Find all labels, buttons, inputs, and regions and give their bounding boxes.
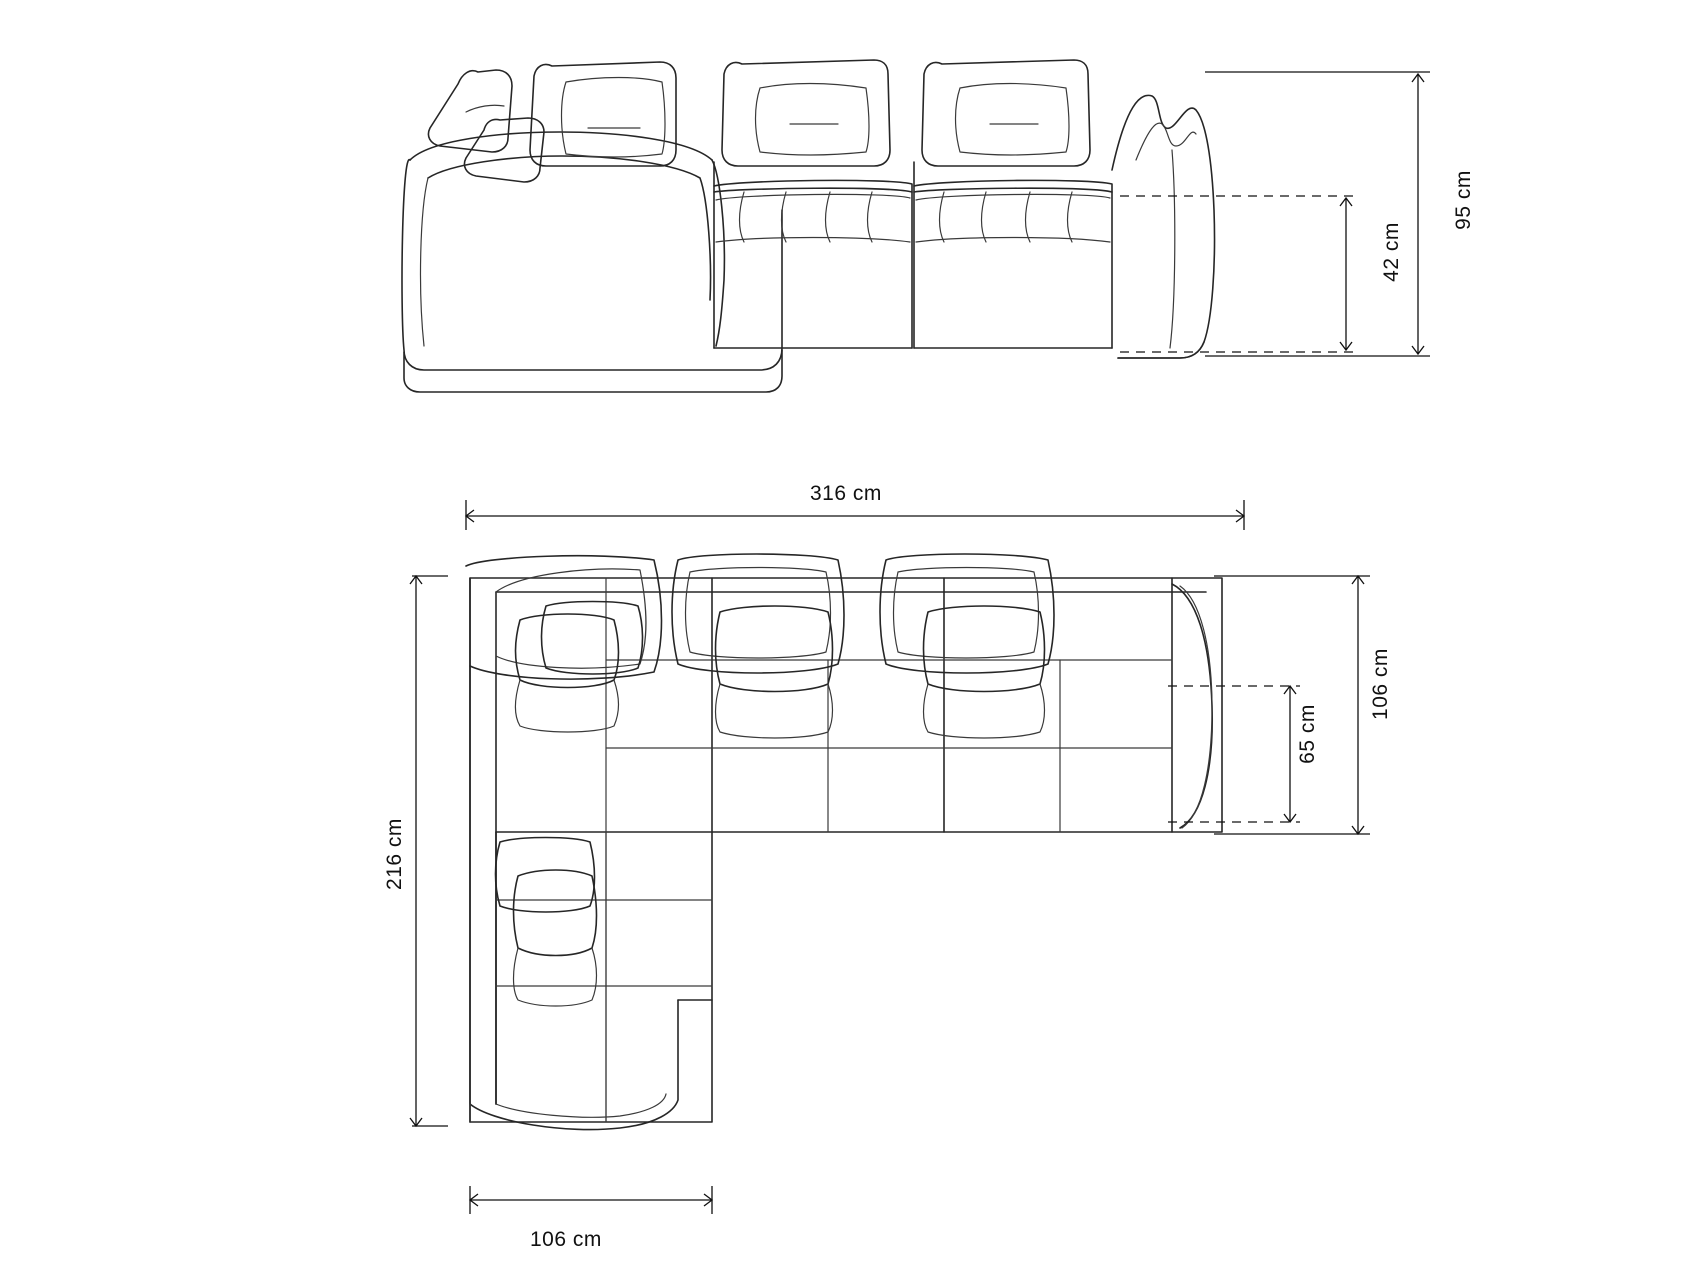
dimension-label-depth-106: 106 cm [1369, 648, 1392, 720]
plan-dimensions [410, 500, 1370, 1214]
dimension-label-seat-65: 65 cm [1296, 704, 1319, 764]
dimension-label-height-42: 42 cm [1380, 222, 1403, 282]
front-elevation-view [402, 60, 1215, 392]
dimension-label-height-95: 95 cm [1452, 170, 1475, 230]
dimension-label-width-106: 106 cm [530, 1228, 602, 1251]
dimension-label-depth-216: 216 cm [383, 818, 406, 890]
dimension-label-width-316: 316 cm [810, 482, 882, 505]
top-plan-view [466, 554, 1222, 1130]
